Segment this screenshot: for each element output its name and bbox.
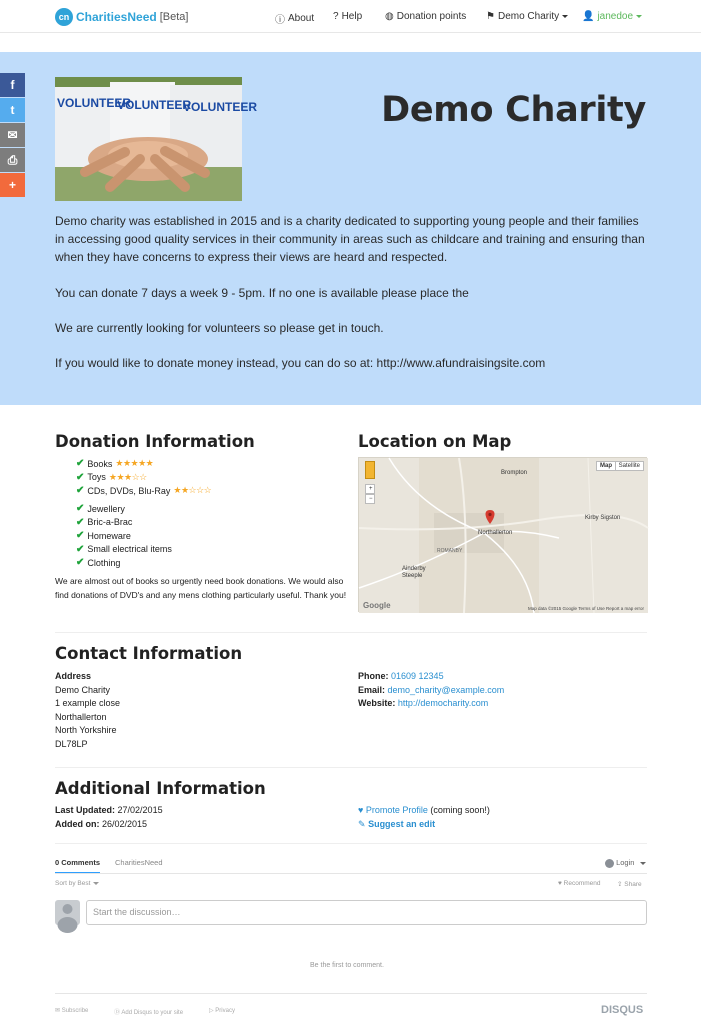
question-circle-icon: ? [333,11,339,22]
check-icon: ✔ [76,516,85,528]
donation-heading: Donation Information [55,432,255,451]
list-item [76,543,172,557]
map-type-button[interactable]: Map [596,461,616,471]
nav-charity-label: Demo Charity [497,11,560,22]
email-icon: ✉ [7,128,18,142]
map-label: Northallerton [478,530,513,536]
info-circle-icon: ⓘ [275,15,285,26]
chevron-down-icon [636,15,642,18]
other-items-list [76,502,172,570]
chevron-down-icon [562,15,568,18]
charity-description: Demo charity was established in 2015 and is a charity dedicated to supporting young people and their families in accessing good quality services in their community in areas such as childcare and training and ensuring than when they have concerns to express their views are heard and respected. [55,214,645,264]
heart-icon: ♥ [558,880,562,887]
nav-donation-points-label: Donation points [396,11,467,22]
website-link[interactable]: http://democharity.com [397,698,489,708]
brand-logo-icon: cn [55,8,73,26]
share-label: Share [624,881,642,888]
hero-section [0,52,701,405]
list-item [76,529,172,543]
divider [55,873,647,874]
nav-about[interactable] [275,11,314,26]
check-icon: ✔ [76,503,85,515]
add-disqus-label: Add Disqus to your site [121,1010,184,1016]
list-item [76,556,172,570]
list-item [76,516,172,530]
street-view-pegman-icon[interactable] [365,461,375,479]
star-rating: ★★★★★ [115,458,154,469]
list-item [76,471,211,485]
page-title: Demo Charity [381,90,646,130]
map-label: ROMANBY [437,548,463,554]
subscribe-link[interactable] [55,1007,88,1014]
list-item [76,457,211,471]
facebook-share-button[interactable] [0,73,25,97]
sort-dropdown[interactable] [55,880,99,887]
nav-user-dropdown[interactable] [582,11,642,22]
dates-block [55,804,163,831]
address-line: North Yorkshire [55,725,117,735]
map-heading: Location on Map [358,432,512,451]
user-icon: 👤 [582,11,595,22]
promote-note: (coming soon!) [430,805,490,815]
phone-link[interactable]: 01609 12345 [391,671,444,681]
globe-icon: ◍ [385,11,394,22]
navbar [0,0,701,33]
satellite-type-button[interactable]: Satellite [615,461,644,471]
disqus-brand[interactable]: DISQUS [601,1004,644,1016]
disqus-user-icon [605,859,614,868]
pencil-icon: ✎ [358,818,366,829]
facebook-icon: f [10,78,15,92]
google-logo: Google [363,601,391,610]
item-label: Books [87,458,113,469]
item-label: Toys [87,472,106,483]
added-label: Added on: [55,818,100,829]
map-label: Ainderby Steeple [402,566,426,579]
updated-label: Last Updated: [55,805,116,815]
shirt-text: VOLUNTEER [117,98,192,112]
zoom-out-button[interactable]: − [365,494,375,504]
recommend-button[interactable] [558,880,601,887]
twitter-share-button[interactable] [0,98,25,122]
map-label: Kirby Sigston [585,515,621,521]
suggest-edit-link[interactable]: Suggest an edit [368,818,436,829]
email-share-button[interactable] [0,123,25,147]
list-item [76,484,211,498]
avatar [55,900,80,925]
site-tab[interactable]: CharitiesNeed [115,858,163,867]
check-icon: ✔ [76,471,85,483]
chevron-down-icon [93,882,99,885]
contact-details [358,670,504,711]
updated-date: 27/02/2015 [117,805,163,815]
profile-actions [358,804,490,831]
fundraising-text: If you would like to donate money instead, you can do so at: http://www.afundraisingsite.com [55,356,546,370]
promote-profile-link[interactable]: Promote Profile [365,805,428,815]
shirt-text: VOLUNTEER [57,96,132,110]
address-line: Demo Charity [55,684,111,695]
item-label: Bric-a-Brac [87,517,133,528]
subscribe-label: Subscribe [61,1008,89,1014]
login-dropdown[interactable] [605,858,646,868]
check-icon: ✔ [76,557,85,569]
envelope-icon: ✉ [55,1008,61,1014]
star-rating: ★★☆☆☆ [173,485,212,496]
privacy-link[interactable] [209,1007,235,1014]
address-line: 1 example close [55,698,121,708]
recommend-label: Recommend [563,880,601,887]
address-line: DL78LP [55,738,88,749]
item-label: Jewellery [87,503,125,514]
more-share-button[interactable] [0,173,25,197]
chevron-down-icon [640,862,646,865]
volunteers-text: We are currently looking for volunteers so please get in touch. [55,321,384,335]
divider [55,993,647,994]
login-label: Login [616,858,635,867]
zoom-in-button[interactable]: + [365,484,375,494]
donation-note: We are almost out of books so urgently need book donations. We would also find donations of DVD's and any mens clothing particularly useful. Thank you! [55,576,347,600]
shirt-text: VOLUNTEER [183,100,258,114]
privacy-icon: ▷ [209,1008,214,1014]
plus-icon: + [8,178,16,192]
share-bar [0,73,25,198]
twitter-icon: t [10,103,15,117]
added-date: 26/02/2015 [102,818,148,829]
check-icon: ✔ [76,543,85,555]
print-icon: ⎙ [7,152,18,167]
share-icon: ⇪ [617,881,623,888]
email-link[interactable]: demo_charity@example.com [387,684,505,695]
volunteer-photo [55,77,258,201]
star-rating: ★★★☆☆ [108,471,147,482]
nav-about-label: About [288,13,315,24]
disqus-logo-icon: Ⓓ [114,1010,121,1016]
divider [55,843,647,844]
sort-label: Sort by Best [55,880,91,887]
map-footer: Map data ©2015 Google Terms of Use Report a map error [527,606,644,611]
list-item [76,502,172,516]
check-icon: ✔ [76,458,85,470]
check-icon: ✔ [76,485,85,497]
location-map[interactable] [358,457,647,612]
share-button[interactable] [617,880,642,888]
empty-comments-text: Be the first to comment. [310,962,384,969]
flag-icon: ⚑ [486,11,495,22]
nav-help-label: Help [341,11,363,22]
brand-beta-tag: [Beta] [159,11,189,23]
nav-charity-dropdown[interactable] [486,11,568,22]
brand-name: CharitiesNeed [76,10,157,24]
divider [55,767,647,768]
donation-hours-text: You can donate 7 days a week 9 - 5pm. If no one is available please place the [55,286,469,300]
address-block [55,670,120,751]
item-label: Small electrical items [87,544,172,555]
email-label: Email: [358,684,386,695]
privacy-label: Privacy [215,1008,235,1014]
nav-donation-points[interactable] [385,11,466,22]
website-label: Website: [358,698,396,708]
heart-icon: ♥ [358,805,364,815]
brand-link[interactable] [55,8,188,26]
comment-input[interactable]: Start the discussion… [86,900,647,925]
comments-count-tab[interactable]: 0 Comments [55,858,100,874]
divider [55,632,647,633]
address-line: Northallerton [55,711,107,722]
add-disqus-link[interactable] [114,1007,183,1016]
item-label: CDs, DVDs, Blu-Ray [87,485,171,496]
rated-items-list [76,457,211,498]
contact-heading: Contact Information [55,644,243,663]
item-label: Homeware [87,530,131,541]
item-label: Clothing [87,557,121,568]
additional-heading: Additional Information [55,779,266,798]
nav-user-label: janedoe [597,11,634,22]
print-button[interactable] [0,148,25,172]
nav-help[interactable] [333,11,362,22]
check-icon: ✔ [76,530,85,542]
address-label: Address [55,671,92,681]
phone-label: Phone: [358,671,389,681]
map-label: Brompton [501,470,528,476]
